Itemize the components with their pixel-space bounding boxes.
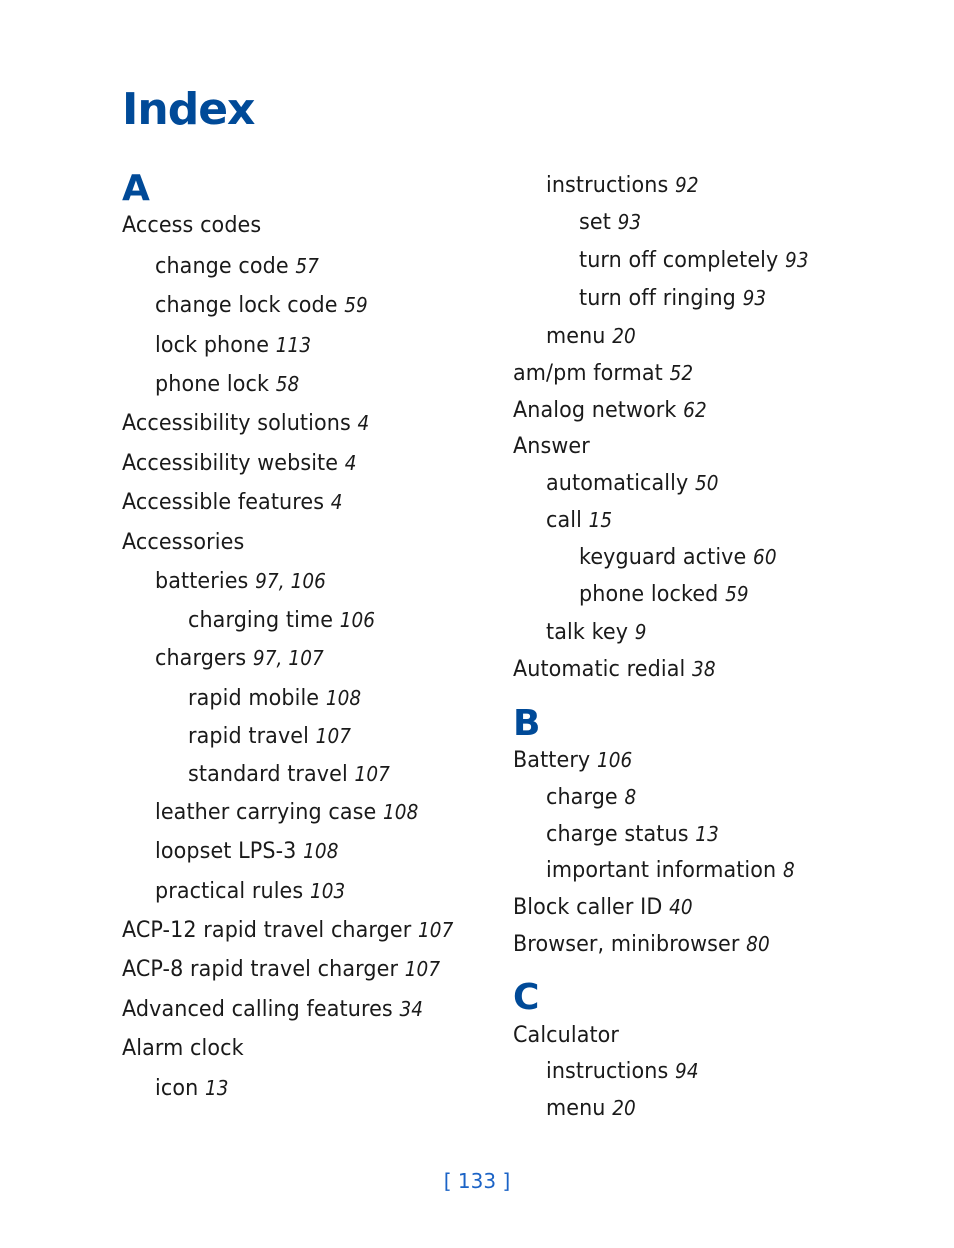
section-letter-b: B xyxy=(513,703,541,744)
index-subentry xyxy=(546,174,699,197)
entry-page-ref: 94 xyxy=(675,1059,699,1083)
index-subentry xyxy=(155,647,324,670)
entry-text: rapid travel xyxy=(188,723,309,749)
entry-text: menu xyxy=(546,1095,606,1121)
entry-page-ref: 62 xyxy=(683,398,707,422)
index-entry xyxy=(122,412,369,435)
index-subsubentry xyxy=(579,249,809,272)
entry-page-ref: 9 xyxy=(634,620,647,644)
entry-page-ref: 60 xyxy=(753,545,777,569)
entry-page-ref: 80 xyxy=(746,932,770,956)
index-subentry xyxy=(546,859,795,882)
entry-text: Browser, minibrowser xyxy=(513,931,740,957)
index-subentry xyxy=(546,786,636,809)
index-subsubentry xyxy=(188,687,361,710)
entry-page-ref: 97, 107 xyxy=(252,646,324,670)
entry-text: icon xyxy=(155,1075,199,1101)
entry-text: rapid mobile xyxy=(188,685,320,711)
entry-text: Advanced calling features xyxy=(122,996,393,1022)
index-subsubentry xyxy=(188,763,390,786)
entry-text: instructions xyxy=(546,1058,669,1084)
entry-page-ref: 107 xyxy=(404,957,441,981)
entry-page-ref: 58 xyxy=(275,372,300,396)
index-subsubentry xyxy=(188,725,351,748)
index-subentry xyxy=(155,840,339,863)
entry-text: Alarm clock xyxy=(122,1035,244,1061)
index-subentry xyxy=(546,325,636,348)
entry-text: phone lock xyxy=(155,371,270,397)
index-subentry xyxy=(155,801,418,824)
entry-text: charge status xyxy=(546,821,689,847)
entry-page-ref: 107 xyxy=(354,762,390,786)
entry-text: ACP-12 rapid travel charger xyxy=(122,917,412,943)
entry-text: instructions xyxy=(546,172,669,198)
entry-text: batteries xyxy=(155,568,249,594)
entry-text: important information xyxy=(546,857,777,883)
entry-page-ref: 106 xyxy=(339,608,376,632)
entry-page-ref: 13 xyxy=(695,822,719,846)
index-subentry xyxy=(155,880,345,903)
index-subentry xyxy=(546,472,719,495)
index-entry xyxy=(122,958,440,981)
index-subentry xyxy=(546,1097,636,1120)
entry-text: Accessible features xyxy=(122,489,325,515)
entry-text: menu xyxy=(546,323,606,349)
entry-text: Access codes xyxy=(122,212,262,238)
entry-page-ref: 52 xyxy=(669,361,694,385)
index-entry xyxy=(513,399,707,422)
index-subsubentry xyxy=(188,609,375,632)
index-entry xyxy=(122,214,261,237)
index-subentry xyxy=(546,823,719,846)
entry-page-ref: 93 xyxy=(617,210,642,234)
entry-page-ref: 108 xyxy=(303,839,339,863)
entry-text: automatically xyxy=(546,470,689,496)
index-entry xyxy=(122,531,244,554)
index-entry xyxy=(513,362,693,385)
entry-text: keyguard active xyxy=(579,544,747,570)
entry-page-ref: 38 xyxy=(692,657,716,681)
entry-page-ref: 8 xyxy=(782,858,795,882)
entry-page-ref: 50 xyxy=(695,471,719,495)
index-entry xyxy=(513,896,693,919)
entry-page-ref: 4 xyxy=(357,411,370,435)
entry-text: change lock code xyxy=(155,292,338,318)
page-number: [ 133 ] xyxy=(443,1169,511,1193)
entry-page-ref: 92 xyxy=(675,173,699,197)
entry-page-ref: 108 xyxy=(325,686,362,710)
entry-text: Calculator xyxy=(513,1022,620,1048)
entry-text: phone locked xyxy=(579,581,719,607)
entry-page-ref: 8 xyxy=(624,785,637,809)
entry-page-ref: 13 xyxy=(204,1076,229,1100)
index-subentry xyxy=(155,1077,229,1100)
index-entry xyxy=(513,749,632,772)
entry-page-ref: 20 xyxy=(612,324,636,348)
entry-page-ref: 113 xyxy=(275,333,312,357)
section-letter-c: C xyxy=(513,977,540,1018)
index-subentry xyxy=(155,570,326,593)
index-subentry xyxy=(155,334,311,357)
entry-page-ref: 97, 106 xyxy=(255,569,326,593)
entry-text: Automatic redial xyxy=(513,656,686,682)
index-entry xyxy=(122,452,357,475)
entry-text: am/pm format xyxy=(513,360,663,386)
index-subsubentry xyxy=(579,583,749,606)
index-entry xyxy=(513,658,716,681)
entry-text: practical rules xyxy=(155,878,304,904)
entry-page-ref: 107 xyxy=(417,918,454,942)
entry-text: loopset LPS-3 xyxy=(155,838,297,864)
entry-page-ref: 4 xyxy=(344,451,357,475)
entry-text: change code xyxy=(155,253,289,279)
entry-text: Accessibility solutions xyxy=(122,410,351,436)
entry-text: ACP-8 rapid travel charger xyxy=(122,956,399,982)
entry-text: Accessibility website xyxy=(122,450,339,476)
entry-text: turn off completely xyxy=(579,247,779,273)
entry-text: standard travel xyxy=(188,761,348,787)
entry-page-ref: 107 xyxy=(315,724,352,748)
index-subsubentry xyxy=(579,211,641,234)
index-subsubentry xyxy=(579,546,777,569)
entry-text: Analog network xyxy=(513,397,677,423)
entry-text: lock phone xyxy=(155,332,270,358)
entry-text: turn off ringing xyxy=(579,285,736,311)
index-subentry xyxy=(546,1060,699,1083)
entry-text: chargers xyxy=(155,645,247,671)
entry-page-ref: 103 xyxy=(309,879,346,903)
page-title: Index xyxy=(122,84,255,135)
index-subentry xyxy=(155,373,299,396)
index-entry xyxy=(513,435,590,458)
index-entry xyxy=(122,491,343,514)
entry-page-ref: 108 xyxy=(383,800,419,824)
entry-page-ref: 4 xyxy=(330,490,343,514)
entry-text: call xyxy=(546,507,582,533)
entry-text: leather carrying case xyxy=(155,799,377,825)
entry-page-ref: 40 xyxy=(669,895,693,919)
index-subentry xyxy=(155,255,319,278)
entry-text: Answer xyxy=(513,433,590,459)
entry-text: charging time xyxy=(188,607,334,633)
index-entry xyxy=(122,998,423,1021)
entry-page-ref: 93 xyxy=(785,248,809,272)
entry-page-ref: 59 xyxy=(725,582,749,606)
index-subsubentry xyxy=(579,287,766,310)
section-letter-a: A xyxy=(122,168,150,209)
entry-page-ref: 20 xyxy=(612,1096,636,1120)
entry-text: Accessories xyxy=(122,529,245,555)
entry-text: set xyxy=(579,209,611,235)
entry-page-ref: 15 xyxy=(588,508,613,532)
entry-text: charge xyxy=(546,784,618,810)
index-entry xyxy=(513,933,770,956)
index-subentry xyxy=(155,294,368,317)
entry-page-ref: 93 xyxy=(742,286,767,310)
index-entry xyxy=(122,919,453,942)
index-subentry xyxy=(546,621,647,644)
index-entry xyxy=(122,1037,244,1060)
entry-text: talk key xyxy=(546,619,629,645)
index-entry xyxy=(513,1024,619,1047)
entry-text: Block caller ID xyxy=(513,894,663,920)
entry-page-ref: 34 xyxy=(399,997,424,1021)
entry-page-ref: 57 xyxy=(295,254,319,278)
entry-text: Battery xyxy=(513,747,591,773)
index-subentry xyxy=(546,509,612,532)
entry-page-ref: 106 xyxy=(596,748,633,772)
entry-page-ref: 59 xyxy=(344,293,368,317)
